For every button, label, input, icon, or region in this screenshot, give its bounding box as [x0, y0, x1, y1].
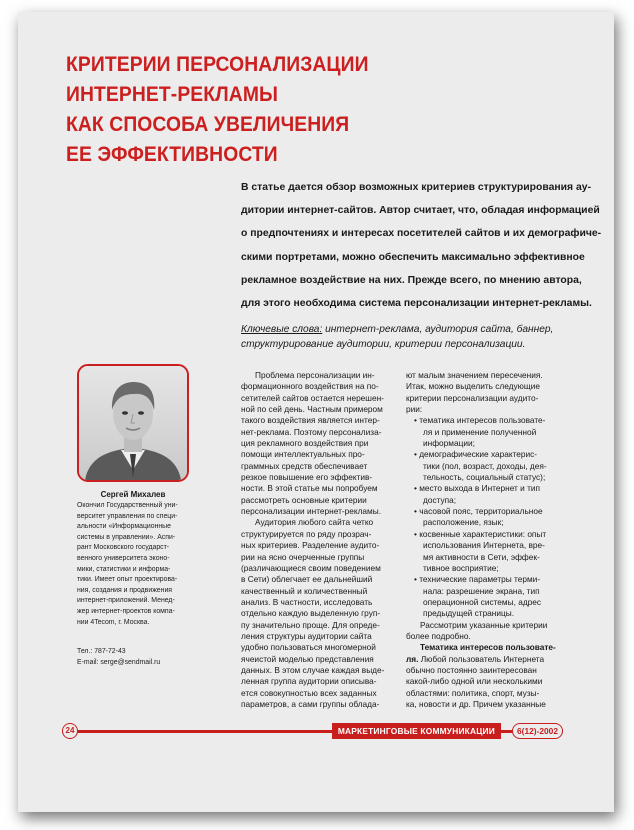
body-line: критерии персонализации аудито-: [406, 392, 539, 403]
body-line: обычно постоянно заинтересован: [406, 664, 537, 675]
bio-line: альности «Информационные: [77, 523, 171, 531]
abstract-line: рекламное воздействие на них. Прежде всего, по мнению автора,: [241, 274, 582, 286]
body-column-2: [406, 370, 562, 710]
body-line: ля и применение полученной: [423, 426, 537, 437]
keywords-text: интернет-реклама, аудитория сайта, баннер,: [322, 324, 554, 335]
body-line: структурируется по ряду прозрач-: [241, 528, 372, 539]
abstract-line: о предпочтениях и интересах посетителей сайтов и их демографиче-: [241, 228, 602, 240]
body-line: Проблема персонализации ин-: [255, 370, 375, 380]
bullet-item: • демографические характерис-: [414, 449, 538, 460]
title-line: ИНТЕРНЕТ-РЕКЛАМЫ: [66, 83, 279, 106]
bio-line: венного университета эконо-: [77, 554, 170, 562]
title-line: КАК СПОСОБА УВЕЛИЧЕНИЯ: [66, 113, 350, 136]
body-line: помощи интеллектуальных про-: [241, 449, 365, 460]
body-line: использования Интернета, вре-: [423, 540, 545, 551]
body-line: областями: политика, спорт, музы-: [406, 687, 540, 698]
body-line: тики (пол, возраст, доходы, дея-: [423, 460, 547, 471]
body-line: ленная группа аудитории описыва-: [241, 676, 377, 687]
body-line: ется совокупностью всех заданных: [241, 687, 377, 698]
author-name: Сергей Михалев: [100, 490, 166, 499]
body-line: качественный и количественный: [241, 585, 368, 596]
body-line: предыдущей страницы.: [423, 608, 515, 619]
body-line: мя активности в Сети, эффек-: [423, 551, 540, 562]
body-line: ка, новости и др. Причем указанные: [406, 698, 546, 709]
body-line: граммных средств обеспечивает: [241, 460, 368, 471]
body-line: анализ. В частности, исследовать: [241, 596, 373, 607]
body-line: рии:: [406, 404, 423, 415]
bio-line: системы в управлении». Аспи-: [77, 533, 176, 541]
body-column-1: [241, 370, 393, 710]
body-line: ция рекламного воздействия при: [241, 438, 369, 449]
bullet-item: • технические параметры терми-: [414, 574, 541, 585]
body-line: персонализации интернет-рекламы.: [241, 506, 382, 517]
body-line: Итак, можно выделить следующие: [406, 381, 540, 392]
bullet-item: • часовой пояс, территориальное: [414, 506, 543, 517]
issue-number: 6(12)-2002: [512, 723, 563, 739]
body-line: нала: разрешение экрана, тип: [423, 585, 540, 596]
bullet-item: • косвенные характеристики: опыт: [414, 528, 547, 539]
bio-line: ния, создания и продвижения: [77, 586, 173, 594]
abstract-line: скими портретами, можно обеспечить максимально эффективное: [241, 251, 585, 263]
bio-line: рант Московского государст-: [77, 544, 170, 552]
body-line: расположение, язык;: [423, 517, 504, 528]
body-line: более подробно.: [406, 630, 471, 641]
body-line: сетителей сайтов остается нерешен-: [241, 392, 384, 403]
body-line: отдельно каждую выделенную груп-: [241, 608, 381, 619]
body-line: в Сети) облегчает ее дальнейший: [241, 574, 373, 585]
abstract-line: дитории интернет-сайтов. Автор считает, что, обладая информацией: [241, 205, 600, 217]
body-line: какой-либо одной или несколькими: [406, 676, 543, 687]
abstract-line: для этого необходима система персонализации интернет-рекламы.: [241, 298, 592, 310]
title-line: КРИТЕРИИ ПЕРСОНАЛИЗАЦИИ: [66, 53, 369, 76]
bio-line: нии 4Tecom, г. Москва.: [77, 618, 150, 626]
body-line: ют малым значением пересечения.: [406, 370, 543, 380]
keywords-line: [241, 322, 571, 337]
body-line: удобно пользоваться многомерной: [241, 642, 376, 653]
bio-line: Окончил Государственный уни-: [77, 502, 178, 509]
abstract-line: В статье дается обзор возможных критериев структурирования ау-: [241, 182, 592, 193]
body-line: параметров, а сами группы облада-: [241, 698, 380, 709]
page-number: 24: [62, 723, 78, 739]
body-line: операционной системы, адрес: [423, 596, 542, 607]
author-contact: [77, 647, 160, 668]
author-info: [77, 490, 189, 628]
body-line: (различающиеся своим поведением: [241, 562, 381, 573]
author-bio: [77, 501, 189, 628]
body-line: нет-реклама. Поэтому персонализа-: [241, 426, 382, 437]
body-line: тивное восприятие;: [423, 562, 499, 573]
article-abstract: [241, 176, 602, 315]
body-line: тельность, социальный статус);: [423, 472, 546, 483]
body-line: [406, 654, 562, 665]
subheading: Тематика интересов пользовате-: [420, 642, 556, 653]
body-line: ных критериев. Разделение аудито-: [241, 540, 380, 551]
keywords: [241, 322, 571, 352]
keywords-label: Ключевые слова:: [241, 324, 323, 335]
body-line: данных. В этом случае каждая выде-: [241, 664, 385, 675]
subheading-end: ля.: [406, 653, 419, 664]
author-email: E-mail: serge@sendmail.ru: [77, 658, 161, 666]
body-line: Аудитория любого сайта четко: [255, 517, 374, 528]
body-line: резкое повышение его эффектив-: [241, 472, 373, 483]
body-text: Любой пользователь Интернета: [418, 653, 545, 664]
bio-line: жер интернет-проектов компа-: [77, 607, 175, 615]
body-line: рии на ясно очерченные группы: [241, 551, 365, 562]
author-photo: [77, 364, 189, 482]
body-line: доступа;: [423, 494, 457, 505]
bullet-item: • место выхода в Интернет и тип: [414, 483, 541, 494]
journal-name: МАРКЕТИНГОВЫЕ КОММУНИКАЦИИ: [332, 723, 501, 739]
body-line: такого воздействия является интер-: [241, 415, 380, 426]
bio-line: верситет управления по специ-: [77, 512, 178, 520]
bio-line: мики, статистики и информа-: [77, 565, 171, 573]
author-portrait-image: [79, 366, 187, 480]
page-footer: [62, 723, 563, 739]
keywords-line: структурирование аудитории, критерии персонализации.: [241, 339, 526, 350]
body-line: ной по сей день. Частным примером: [241, 404, 383, 415]
body-line: информации;: [423, 438, 475, 449]
author-phone: Тел.: 787-72-43: [77, 648, 126, 655]
title-line: ЕЕ ЭФФЕКТИВНОСТИ: [66, 143, 278, 166]
bio-line: интернет-приложений. Менед-: [77, 597, 175, 605]
body-line: ячеистой моделью представления: [241, 653, 374, 664]
body-line: ности. В этой статье мы попробуем: [241, 483, 378, 494]
body-line: пу значительно проще. Для опреде-: [241, 619, 380, 630]
bio-line: тики. Имеет опыт проектирова-: [77, 576, 178, 584]
bullet-item: • тематика интересов пользовате-: [414, 415, 546, 426]
article-title: [66, 50, 397, 170]
body-line: рассмотреть основные критерии: [241, 494, 367, 505]
body-line: ления структуры аудитории сайта: [241, 630, 372, 641]
body-line: Рассмотрим указанные критерии: [420, 619, 548, 630]
body-line: формационного воздействия на по-: [241, 381, 379, 392]
